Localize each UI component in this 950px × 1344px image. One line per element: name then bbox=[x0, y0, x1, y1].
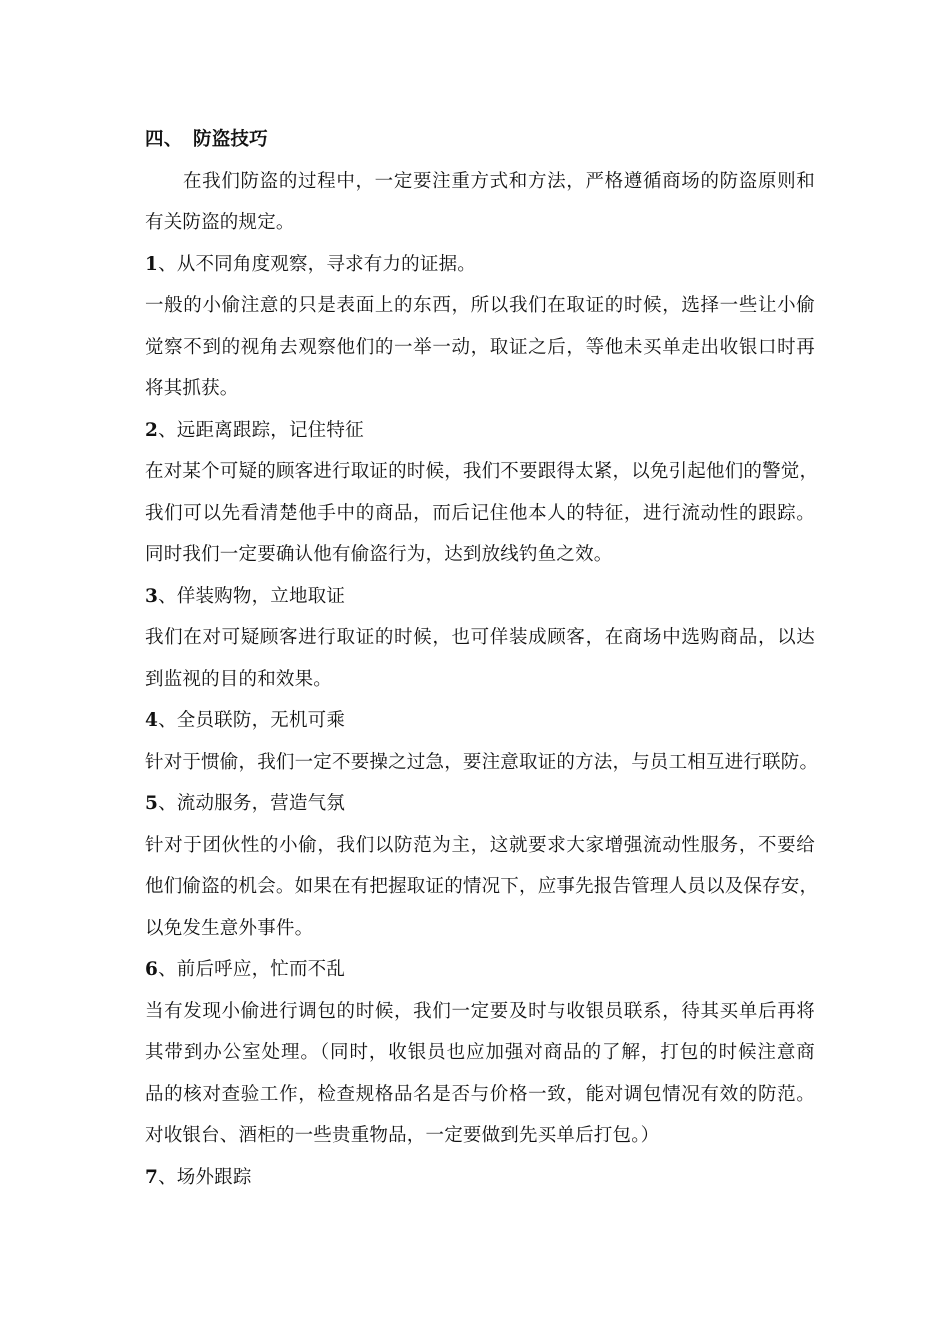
item-heading-text: 、全员联防，无机可乘 bbox=[158, 710, 346, 731]
item-heading-1 bbox=[145, 253, 815, 277]
item-number: 3 bbox=[145, 586, 159, 607]
item-6-line-4: 对收银台、酒柜的一些贵重物品，一定要做到先买单后打包。） bbox=[145, 1125, 660, 1146]
item-heading-text: 、远距离跟踪，记住特征 bbox=[158, 420, 364, 441]
item-6-line-2: 其带到办公室处理。（同时，收银员也应加强对商品的了解，打包的时候注意商 bbox=[145, 1042, 815, 1063]
item-number: 4 bbox=[145, 710, 159, 731]
item-number: 5 bbox=[145, 793, 159, 814]
item-5-line-2: 他们偷盗的机会。如果在有把握取证的情况下，应事先报告管理人员以及保存安， bbox=[145, 876, 819, 897]
item-6-line-1: 当有发现小偷进行调包的时候，我们一定要及时与收银员联系，待其买单后再将 bbox=[145, 1001, 815, 1022]
item-number: 7 bbox=[145, 1167, 159, 1188]
section-title: 防盗技巧 bbox=[193, 129, 268, 150]
item-number: 1 bbox=[145, 254, 159, 275]
item-6-line-3: 品的核对查验工作，检查规格品名是否与价格一致，能对调包情况有效的防范。 bbox=[145, 1084, 815, 1105]
item-heading-2 bbox=[145, 419, 815, 443]
item-1-line-2: 觉察不到的视角去观察他们的一举一动，取证之后，等他未买单走出收银口时再 bbox=[145, 337, 815, 358]
item-heading-3 bbox=[145, 585, 815, 609]
item-heading-text: 、流动服务，营造气氛 bbox=[158, 793, 346, 814]
item-heading-4 bbox=[145, 709, 815, 733]
item-3-line-2: 到监视的目的和效果。 bbox=[145, 669, 333, 690]
intro-line-2: 有关防盗的规定。 bbox=[145, 212, 295, 233]
item-number: 2 bbox=[145, 420, 159, 441]
item-2-line-1: 在对某个可疑的顾客进行取证的时候，我们不要跟得太紧，以免引起他们的警觉， bbox=[145, 461, 819, 482]
item-heading-text: 、从不同角度观察，寻求有力的证据。 bbox=[158, 254, 476, 275]
intro-line-1: 在我们防盗的过程中，一定要注重方式和方法，严格遵循商场的防盗原则和 bbox=[183, 171, 815, 192]
item-5-line-1: 针对于团伙性的小偷，我们以防范为主，这就要求大家增强流动性服务，不要给 bbox=[145, 835, 815, 856]
item-heading-text: 、佯装购物，立地取证 bbox=[158, 586, 346, 607]
item-heading-7 bbox=[145, 1166, 815, 1190]
item-heading-6 bbox=[145, 958, 815, 982]
section-heading bbox=[145, 128, 815, 152]
item-1-line-3: 将其抓获。 bbox=[145, 378, 239, 399]
item-heading-text: 、场外跟踪 bbox=[158, 1167, 252, 1188]
item-heading-text: 、前后呼应，忙而不乱 bbox=[158, 959, 346, 980]
item-5-line-3: 以免发生意外事件。 bbox=[145, 918, 314, 939]
item-2-line-2: 我们可以先看清楚他手中的商品，而后记住他本人的特征，进行流动性的跟踪。 bbox=[145, 503, 815, 524]
item-4-line-1: 针对于惯偷，我们一定不要操之过急，要注意取证的方法，与员工相互进行联防。 bbox=[145, 752, 819, 773]
item-number: 6 bbox=[145, 959, 159, 980]
section-number: 四、 bbox=[145, 129, 183, 150]
item-1-line-1: 一般的小偷注意的只是表面上的东西，所以我们在取证的时候，选择一些让小偷 bbox=[145, 295, 815, 316]
item-2-line-3: 同时我们一定要确认他有偷盗行为，达到放线钓鱼之效。 bbox=[145, 544, 613, 565]
item-heading-5 bbox=[145, 792, 815, 816]
item-3-line-1: 我们在对可疑顾客进行取证的时候，也可佯装成顾客，在商场中选购商品，以达 bbox=[145, 627, 815, 648]
